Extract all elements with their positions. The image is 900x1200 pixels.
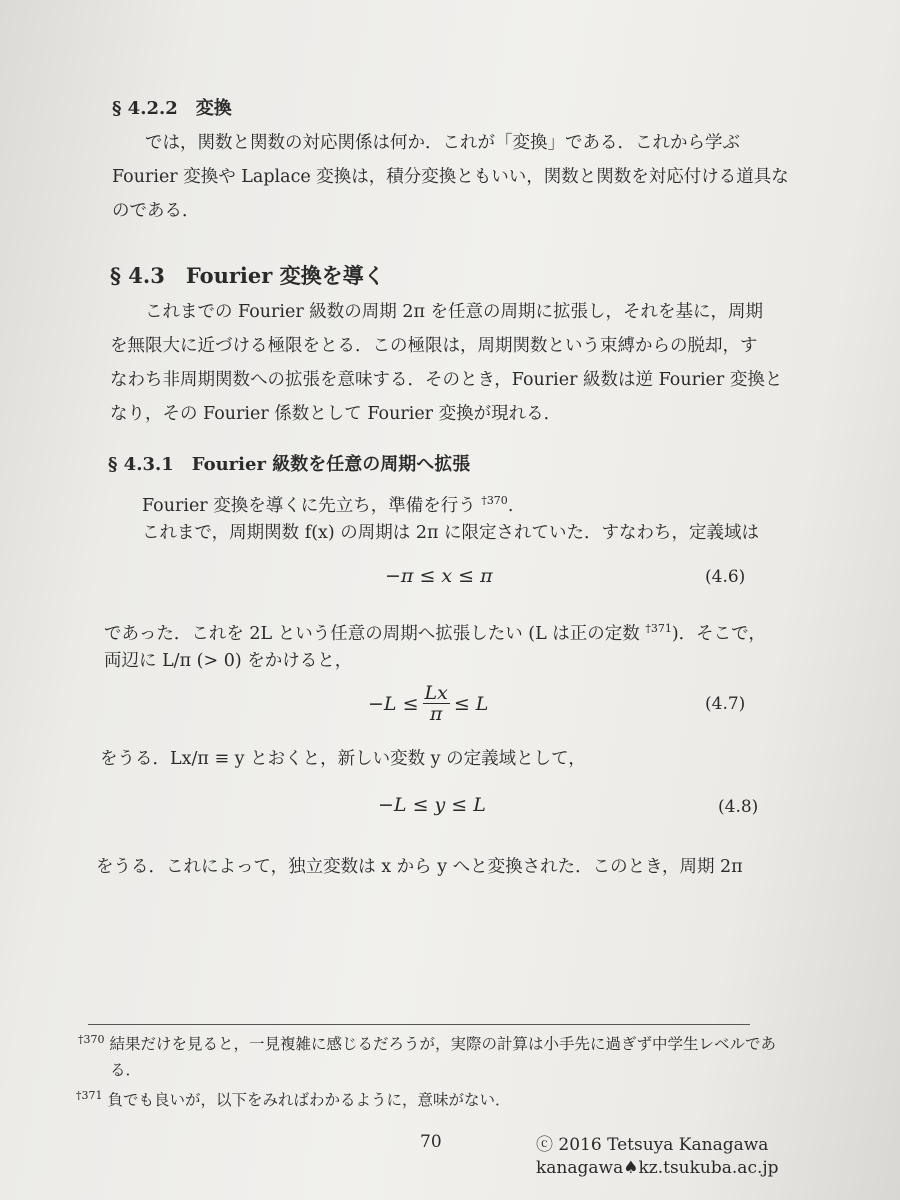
paragraph-line: のである． (112, 201, 200, 221)
paragraph-line: なり，その Fourier 係数として Fourier 変換が現れる． (110, 404, 562, 424)
line-text: であった．これを 2L という任意の周期へ拡張したい (L は正の定数 (104, 623, 646, 644)
footnote-371 (76, 1088, 510, 1110)
equation-number: (4.8) (718, 797, 759, 817)
section-heading-4-3-1: § 4.3.1 Fourier 級数を任意の周期へ拡張 (108, 454, 471, 475)
eq-left: −L ≤ (368, 692, 419, 715)
copyright: ⓒ 2016 Tetsuya Kanagawa (536, 1135, 769, 1155)
fraction-denominator: π (429, 703, 443, 725)
footnote-text: 負でも良いが，以下をみればわかるように，意味がない． (107, 1091, 511, 1109)
equation-number: (4.6) (705, 567, 746, 587)
paragraph-line: を無限大に近づける極限をとる．この極限は，周期関数という束縛からの脱却，す (110, 336, 758, 356)
footnote-text: 結果だけを見ると，一見複雑に感じるだろうが，実際の計算は小手先に過ぎず中学生レベルであ (109, 1035, 776, 1053)
paragraph-line: では，関数と関数の対応関係は何か．これが「変換」である．これから学ぶ (145, 133, 740, 153)
fraction (423, 683, 450, 724)
page-number: 70 (420, 1132, 442, 1152)
line-text: . (507, 495, 514, 516)
paragraph-line: をうる．これによって，独立変数は x から y へと変換された．このとき，周期 2π (96, 857, 743, 877)
paragraph-line: をうる．Lx/π ≡ y とおくと，新しい変数 y の定義域として， (100, 749, 586, 769)
footnote-370-cont: る． (110, 1061, 142, 1079)
footnote-ref: †370 (481, 494, 508, 507)
section-heading-4-3: § 4.3 Fourier 変換を導く (110, 263, 385, 288)
paragraph-line: Fourier 変換や Laplace 変換は，積分変換ともいい，関数と関数を対応付ける道具な (112, 167, 789, 187)
line-text: Fourier 変換を導くに先立ち，準備を行う (142, 495, 482, 516)
footnote-mark: †371 (76, 1088, 103, 1102)
footnote-ref: †371 (645, 622, 672, 635)
footnote-mark: †370 (78, 1032, 105, 1046)
equation-4-8: −L ≤ y ≤ L (378, 794, 486, 816)
section-heading-4-2-2: § 4.2.2 変換 (112, 98, 232, 119)
footnote-370 (78, 1032, 776, 1054)
equation-4-6: −π ≤ x ≤ π (385, 565, 493, 587)
equation-4-7 (368, 683, 488, 724)
line-text: )．そこで， (671, 623, 766, 644)
footnote-rule (88, 1024, 750, 1025)
eq-right: ≤ L (453, 692, 489, 715)
paragraph-line: 両辺に L/π (> 0) をかけると， (104, 651, 353, 671)
paragraph-line: これまで，周期関数 f(x) の周期は 2π に限定されていた．すなわち，定義域は (142, 523, 760, 543)
fraction-numerator: Lx (424, 682, 448, 704)
equation-number: (4.7) (705, 694, 746, 714)
author-email: kanagawa♠kz.tsukuba.ac.jp (536, 1158, 779, 1178)
paragraph-line: これまでの Fourier 級数の周期 2π を任意の周期に拡張し，それを基に，周期 (145, 302, 764, 322)
paragraph-line: なわち非周期関数への拡張を意味する．そのとき，Fourier 級数は逆 Fourier 変換と (110, 370, 783, 390)
